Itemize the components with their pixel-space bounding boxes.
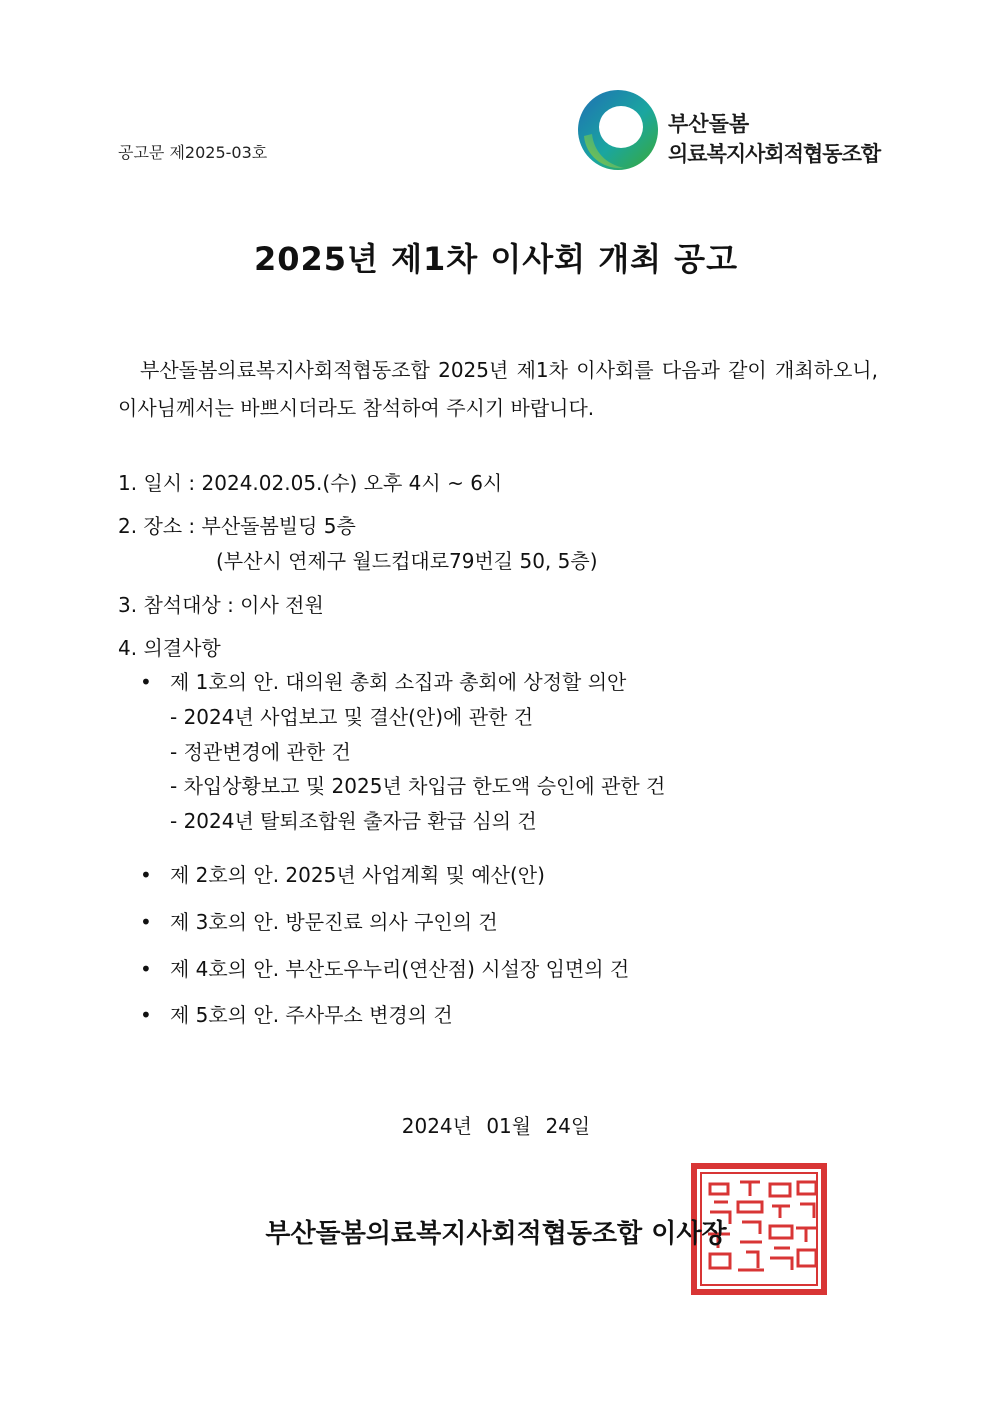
bullet-icon: • (140, 863, 152, 887)
item-place: 2. 장소 : 부산돌봄빌딩 5층 (118, 514, 356, 538)
signer: 부산돌봄의료복지사회적협동조합 이사장 (265, 1219, 727, 1249)
agenda-item-1 (140, 666, 626, 695)
item-agenda-heading: 4. 의결사항 (118, 636, 221, 660)
agenda-item-3 (140, 906, 498, 935)
page-title: 2025년 제1차 이사회 개최 공고 (253, 240, 738, 278)
agenda-sub-item: - 2024년 탈퇴조합원 출자금 환급 심의 건 (170, 809, 537, 833)
agenda-item-4-text: 제 4호의 안. 부산도우누리(연산점) 시설장 임면의 건 (170, 957, 630, 981)
notice-number: 공고문 제2025-03호 (118, 143, 268, 162)
agenda-item-5 (140, 999, 453, 1028)
agenda-item-4 (140, 953, 629, 982)
intro-paragraph: 부산돌봄의료복지사회적협동조합 2025년 제1차 이사회를 다음과 같이 개최하오니, 이사님께서는 바쁘시더라도 참석하여 주시기 바랍니다. (118, 358, 878, 420)
bullet-icon: • (140, 910, 152, 934)
logo-title: 부산돌봄 (668, 112, 750, 136)
bullet-icon: • (140, 670, 152, 694)
agenda-sub-item: - 정관변경에 관한 건 (170, 740, 351, 764)
item-attendees: 3. 참석대상 : 이사 전원 (118, 593, 324, 617)
bullet-icon: • (140, 957, 152, 981)
agenda-item-5-text: 제 5호의 안. 주사무소 변경의 건 (170, 1003, 453, 1027)
bullet-icon: • (140, 1003, 152, 1027)
agenda-item-3-text: 제 3호의 안. 방문진료 의사 구인의 건 (170, 910, 498, 934)
circular-swirl-logo-icon (576, 88, 660, 172)
item-datetime: 1. 일시 : 2024.02.05.(수) 오후 4시 ~ 6시 (118, 471, 503, 495)
item-address: (부산시 연제구 월드컵대로79번길 50, 5층) (216, 549, 598, 573)
agenda-item-1-text: 제 1호의 안. 대의원 총회 소집과 총회에 상정할 의안 (170, 670, 627, 694)
agenda-item-2 (140, 859, 545, 888)
agenda-sub-item: - 2024년 사업보고 및 결산(안)에 관한 건 (170, 705, 534, 729)
logo-subtitle: 의료복지사회적협동조합 (668, 142, 881, 166)
agenda-sub-item: - 차입상황보고 및 2025년 차입금 한도액 승인에 관한 건 (170, 774, 666, 798)
issue-date: 2024년 01월 24일 (401, 1114, 591, 1138)
agenda-item-2-text: 제 2호의 안. 2025년 사업계획 및 예산(안) (170, 863, 545, 887)
